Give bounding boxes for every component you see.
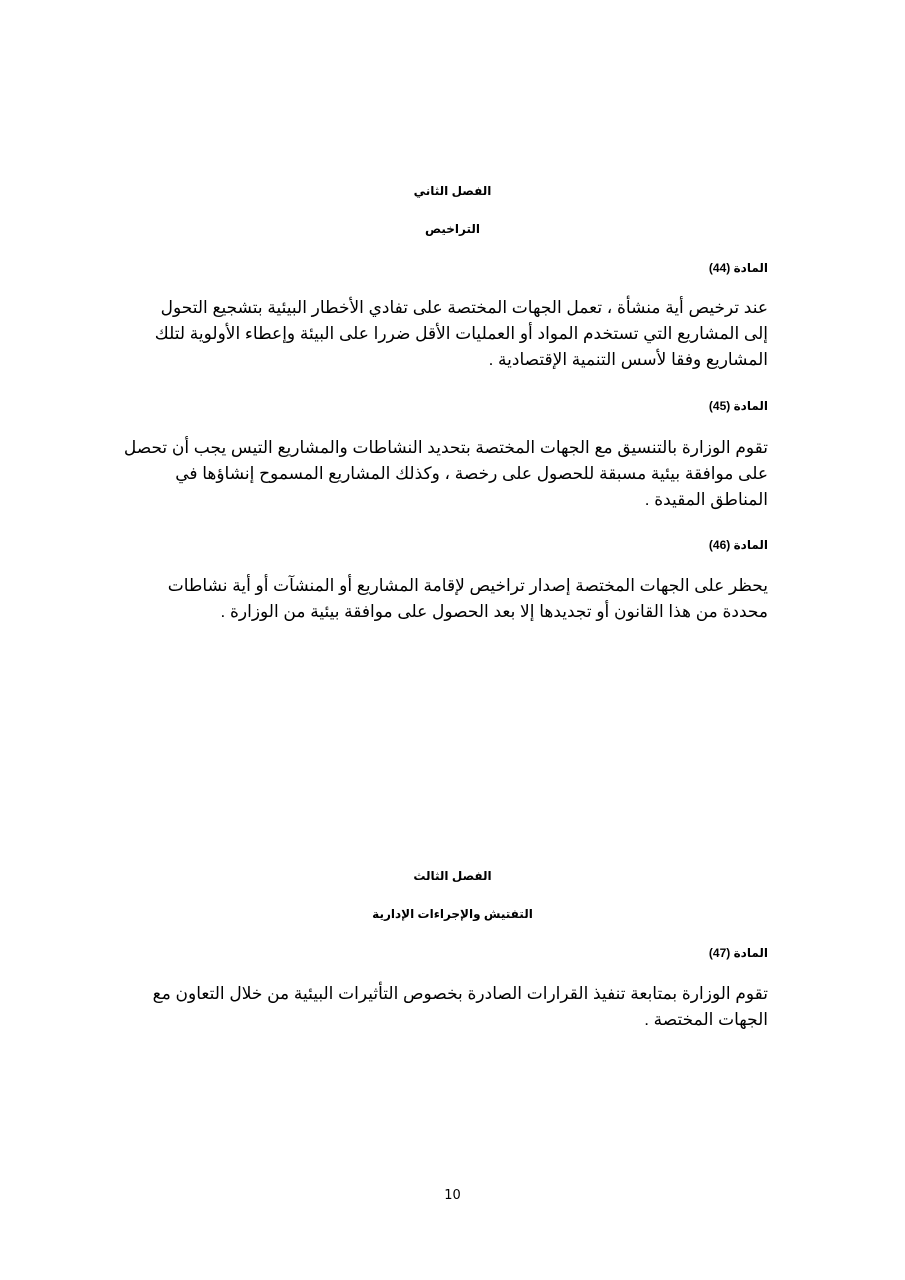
article-line: إلى المشاريع التي تستخدم المواد أو العمليات الأقل ضررا على البيئة وإعطاء الأولوية لتلك (154, 324, 768, 343)
chapter-title: الفصل الثالث (413, 869, 492, 883)
article-line: يحظر على الجهات المختصة إصدار تراخيص لإقامة المشاريع أو المنشآت أو أية نشاطات (167, 576, 768, 595)
article-body-47 (128, 981, 768, 1033)
article-heading-46: المادة (46) (708, 538, 768, 552)
article-line: عند ترخيص أية منشأة ، تعمل الجهات المختصة على تفادي الأخطار البيئية بتشجيع التحول (160, 298, 768, 317)
article-body-45 (123, 435, 768, 513)
article-heading-44: المادة (44) (708, 261, 768, 275)
article-line: المناطق المقيدة . (644, 490, 768, 509)
article-body-46 (128, 573, 768, 625)
chapter-subtitle: التفتيش والإجراءات الإدارية (372, 907, 533, 921)
article-line: تقوم الوزارة بمتابعة تنفيذ القرارات الصادرة بخصوص التأثيرات البيئية من خلال التعاون مع (152, 984, 768, 1003)
page-number: 10 (444, 1188, 461, 1203)
article-heading-47: المادة (47) (708, 946, 768, 960)
article-heading-45: المادة (45) (708, 399, 768, 413)
article-line: الجهات المختصة . (644, 1010, 768, 1029)
article-line: المشاريع وفقا لأسس التنمية الإقتصادية . (488, 350, 768, 369)
article-line: تقوم الوزارة بالتنسيق مع الجهات المختصة بتحديد النشاطات والمشاريع التيس يجب أن تحصل (123, 438, 768, 457)
article-line: على موافقة بيئية مسبقة للحصول على رخصة ، وكذلك المشاريع المسموح إنشاؤها في (175, 464, 768, 483)
article-body-44 (128, 295, 768, 373)
chapter-title: الفصل الثاني (413, 184, 492, 198)
article-line: محددة من هذا القانون أو تجديدها إلا بعد الحصول على موافقة بيئية من الوزارة . (220, 602, 768, 621)
chapter-subtitle: التراخيص (424, 222, 480, 236)
